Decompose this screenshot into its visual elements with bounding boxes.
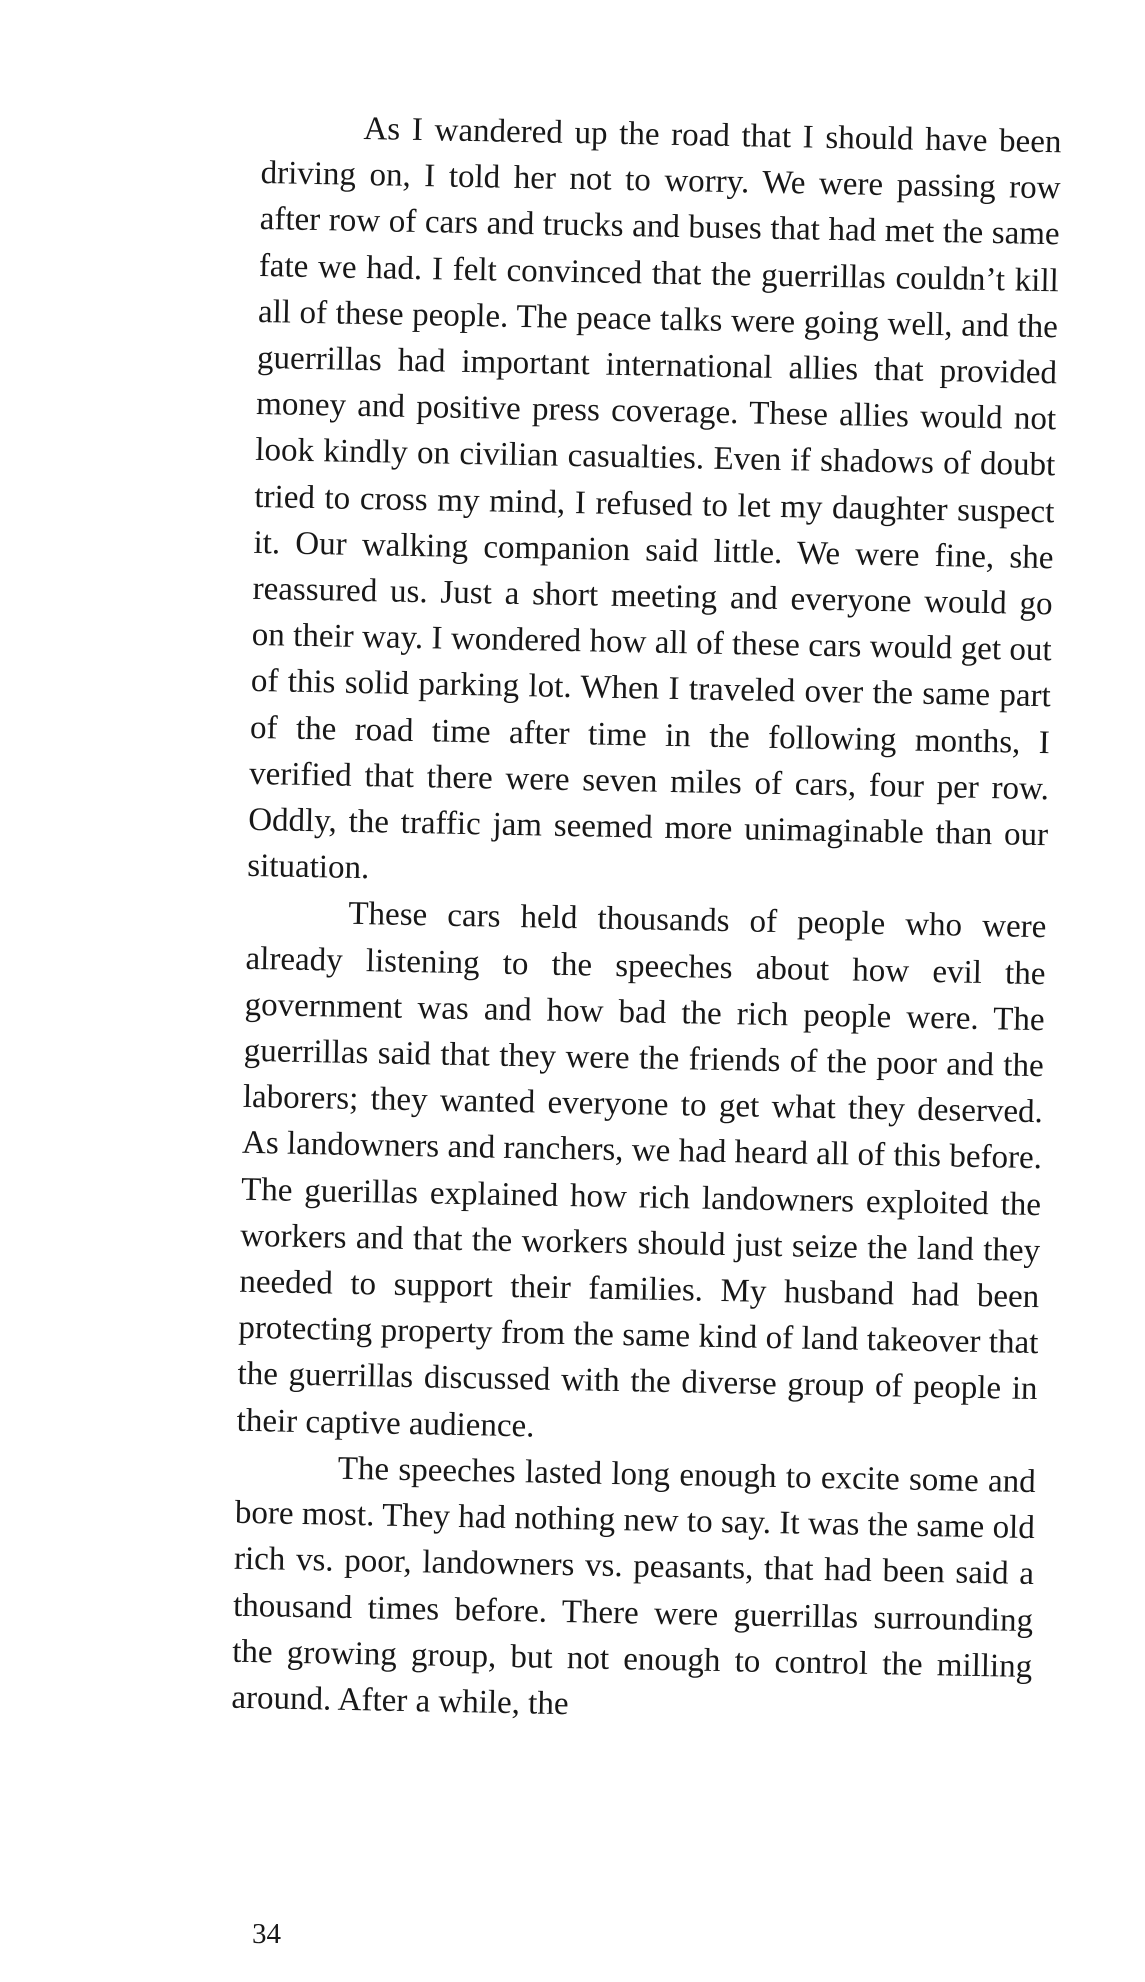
page-number: 34 [252, 1918, 281, 1950]
paragraph-1: As I wandered up the road that I should have been driving on, I told her not to worry. We were passing row after row of cars and trucks and buses that had met the same fate we had. I felt convinced that the guerrillas couldn’t kill all of these people. The peace talks were going well, and the guerrillas had important international allies that provided money and positive press coverage. These allies would not look kindly on civilian casualties. Even if shadows of doubt tried to cross my mind, I refused to let my daughter suspect it. Our walking companion said little. We were fine, she reassured us. Just a short meeting and everyone would go on their way. I wondered how all of these cars would get out of this solid parking lot. When I traveled over the same part of the road time after time in the following months, I verified that there were seven miles of cars, four per row. Oddly, the traffic jam seemed more unimaginable than our situation. [247, 110, 1062, 887]
paragraph-2: These cars held thousands of people who were already listening to the speeches about how evil the government was and how bad the rich people were. The guerrillas said that they were the friends of the poor and the laborers; they wanted everyone to get what they deserved. As landowners and ranchers, we had heard all of this before. The guerillas explained how rich landowners exploited the workers and that the workers should just seize the land they needed to support their families. My husband had been protecting property from the same kind of land takeover that the guerrillas discussed with the diverse group of people in their captive audience. [236, 896, 1047, 1445]
body-text [231, 104, 1062, 1736]
paragraph-3: The speeches lasted long enough to excite some and bore most. They had nothing new to say. It was the same old rich vs. poor, landowners vs. peasants, that had been said a thousand times before. There were guerrillas surrounding the growing group, but not enough to control the milling around. After a while, the [231, 1450, 1037, 1723]
